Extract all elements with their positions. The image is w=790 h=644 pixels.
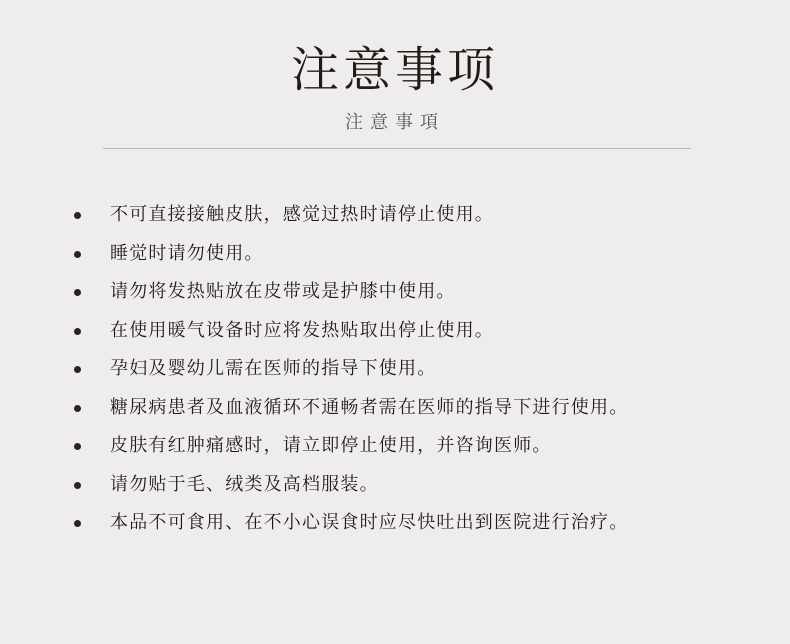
bullet-icon	[74, 443, 81, 450]
bullet-icon	[74, 251, 81, 258]
list-item	[0, 505, 790, 544]
note-text: 请勿贴于毛、绒类及高档服装。	[110, 473, 379, 495]
page-title: 注意事项	[290, 42, 499, 98]
note-text: 睡觉时请勿使用。	[110, 242, 264, 264]
note-text: 本品不可食用、在不小心误食时应尽快吐出到医院进行治疗。	[110, 512, 629, 533]
notes-list	[0, 197, 790, 544]
note-text: 在使用暖气设备时应将发热贴取出停止使用。	[110, 319, 494, 341]
bullet-icon	[74, 366, 81, 373]
bullet-icon	[74, 520, 81, 527]
note-text: 请勿将发热贴放在皮带或是护膝中使用。	[110, 281, 456, 302]
list-item	[0, 390, 790, 429]
list-item	[0, 313, 790, 352]
list-item	[0, 428, 790, 467]
list-item	[0, 467, 790, 506]
note-text: 皮肤有红肿痛感时，请立即停止使用，并咨询医师。	[110, 435, 552, 456]
list-item	[0, 351, 790, 390]
title-divider	[103, 148, 691, 149]
page-subtitle: 注意事項	[345, 112, 445, 133]
bullet-icon	[74, 328, 81, 335]
list-item	[0, 197, 790, 236]
bullet-icon	[74, 405, 81, 412]
note-text: 孕妇及婴幼儿需在医师的指导下使用。	[110, 358, 437, 379]
bullet-icon	[74, 482, 81, 489]
note-text: 糖尿病患者及血液循环不通畅者需在医师的指导下进行使用。	[110, 396, 629, 418]
bullet-icon	[74, 212, 81, 219]
list-item	[0, 236, 790, 275]
list-item	[0, 274, 790, 313]
bullet-icon	[74, 289, 81, 296]
note-text: 不可直接接触皮肤，感觉过热时请停止使用。	[110, 204, 494, 225]
